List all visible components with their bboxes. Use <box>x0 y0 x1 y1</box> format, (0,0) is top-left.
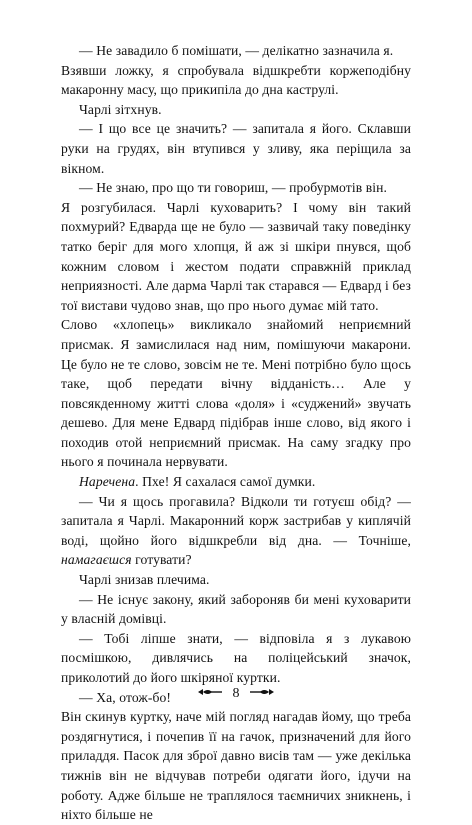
paragraph <box>61 100 411 120</box>
text-run: — Ха, отож-бо! <box>79 689 172 705</box>
paragraph <box>61 590 411 629</box>
left-ornament-icon <box>197 686 223 702</box>
paragraph <box>61 707 411 825</box>
page-footer <box>0 686 472 702</box>
text-run: Я розгубилася. Чарлі куховарить? І чому він такий похмурий? Едварда ще не було — зазвичай таку поведінку татко беріг для мого хлопця, й аж зі шкіри пнувся, щоб кожним словом і жестом подати справжній приклад неприязності. Але дарма Чарлі так старався — Едвард і без тої вистави чудово знав, що про нього думає мій тато. <box>61 199 411 313</box>
paragraph <box>61 492 411 570</box>
text-run: готувати? <box>131 552 192 568</box>
text-run: — Не існує закону, який забороняв би мені куховарити у власній домівці. <box>61 591 411 627</box>
text-run: Взявши ложку, я спробувала відшкребти коржеподібну макаронну масу, що прикипіла до дна каструлі. <box>61 62 411 98</box>
text-run: — Не знаю, про що ти говориш, — пробурмотів він. <box>79 180 387 196</box>
text-run: Чарлі знизав плечима. <box>79 572 210 588</box>
paragraph <box>61 472 411 492</box>
text-run: Слово «хлопець» викликало знайомий неприємний присмак. Я замислилася над ним, помішуючи макарони. Це було не те слово, зовсім не те. Мені потрібно було щось таке, щоб передати вічну відданість… Але у повсякденному житті слова «доля» і «суджений» звучать дешево. Для мене Едвард підібрав інше слово, від якого і походив отой неприємний присмак. На саму згадку про нього я починала нервувати. <box>61 317 411 470</box>
paragraph <box>61 119 411 178</box>
text-run: Він скинув куртку, наче мій погляд нагадав йому, що треба роздягнутися, і почепив її на гачок, призначений для його приладдя. Пасок для зброї давно висів там — уже декілька тижнів він не відчував потреби одягати його, ідучи на роботу. Адже більше не траплялося таємничих зникнень, і ніхто більше не <box>61 709 411 823</box>
paragraph <box>61 629 411 688</box>
paragraph <box>61 315 411 472</box>
right-ornament-icon <box>249 686 275 702</box>
italic-text: Наречена <box>79 474 136 490</box>
paragraph <box>61 178 411 198</box>
body-text <box>61 41 411 825</box>
paragraph <box>61 41 411 61</box>
text-run: Чарлі зітхнув. <box>79 101 162 117</box>
text-run: . Пхе! Я сахалася самої думки. <box>135 474 316 490</box>
page-number: 8 <box>232 686 240 701</box>
text-run: — Тобі ліпше знати, — відповіла я з лукавою посмішкою, дивлячись на поліцейський значок, приколотий до його шкіряної куртки. <box>61 630 411 685</box>
text-run: — І що все це значить? — запитала я його. Склавши руки на грудях, він втупився у зливу, яка періщила за вікном. <box>61 121 411 176</box>
text-run: — Не завадило б помішати, — делікатно зазначила я. <box>79 43 394 58</box>
italic-text: намагаєшся <box>61 552 132 568</box>
paragraph <box>61 570 411 590</box>
text-run: — Чи я щось прогавила? Відколи ти готуєш обід? — запитала я Чарлі. Макаронний корж застрибав у киплячій воді, щойно його відшкребли від дна. — Точніше, <box>61 493 411 548</box>
paragraph <box>61 61 411 100</box>
paragraph <box>61 198 411 316</box>
